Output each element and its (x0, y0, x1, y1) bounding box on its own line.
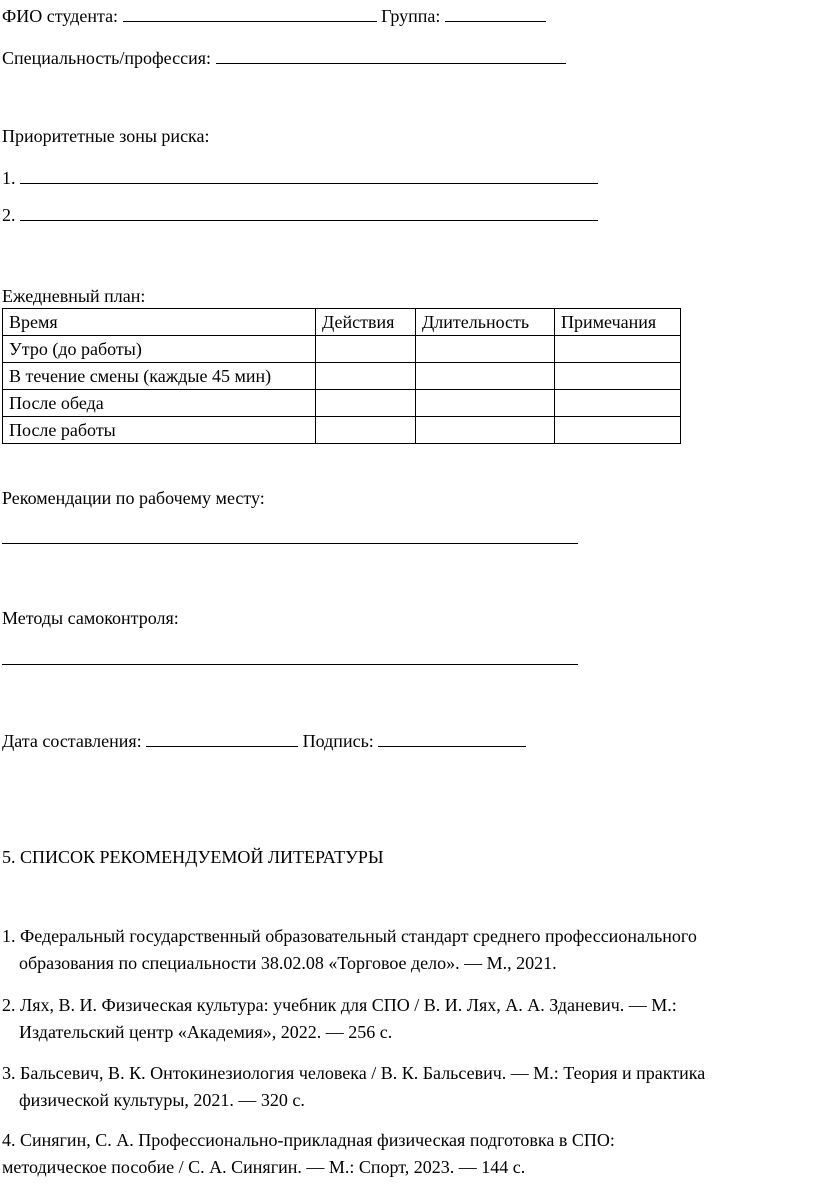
duration-cell[interactable] (416, 363, 555, 390)
reference-line: 2. Лях, В. И. Физическая культура: учебник для СПО / В. И. Лях, А. А. Зданевич. — М.: (2, 995, 677, 1015)
reference-line: образования по специальности 38.02.08 «Торговое дело». — М., 2021. (19, 953, 557, 973)
group-label: Группа: (381, 6, 441, 26)
risk-field-2[interactable] (20, 203, 598, 221)
risk-item-number: 2. (2, 205, 16, 225)
table-row (3, 336, 681, 363)
signature-label: Подпись: (302, 731, 374, 751)
row-time-cell: После работы (3, 417, 316, 444)
reference-line: 3. Бальсевич, В. К. Онтокинезиология человека / В. К. Бальсевич. — М.: Теория и практика (2, 1063, 706, 1083)
actions-cell[interactable] (316, 417, 416, 444)
notes-cell[interactable] (555, 390, 681, 417)
group-field[interactable] (445, 4, 546, 22)
reference-item (2, 923, 697, 977)
workplace-field[interactable] (2, 543, 578, 544)
row-time-cell: После обеда (3, 390, 316, 417)
actions-cell[interactable] (316, 363, 416, 390)
risk-field-1[interactable] (20, 166, 598, 184)
daily-plan-table (2, 308, 681, 444)
column-header-notes: Примечания (555, 309, 681, 336)
duration-cell[interactable] (416, 417, 555, 444)
column-header-actions: Действия (316, 309, 416, 336)
table-row (3, 390, 681, 417)
reference-line: Издательский центр «Академия», 2022. — 256 с. (19, 1022, 393, 1042)
selfcontrol-field[interactable] (2, 664, 578, 665)
row-time-cell: Утро (до работы) (3, 336, 316, 363)
duration-cell[interactable] (416, 390, 555, 417)
risk-title: Приоритетные зоны риска: (2, 126, 210, 146)
notes-cell[interactable] (555, 363, 681, 390)
notes-cell[interactable] (555, 417, 681, 444)
reference-line: физической культуры, 2021. — 320 с. (19, 1090, 305, 1110)
sign-line (2, 729, 526, 752)
reference-line: 1. Федеральный государственный образовательный стандарт среднего профессионального (2, 926, 697, 946)
student-name-field[interactable] (123, 4, 377, 22)
column-header-time: Время (3, 309, 316, 336)
specialty-field[interactable] (216, 46, 566, 64)
reference-item (2, 1127, 615, 1181)
notes-cell[interactable] (555, 336, 681, 363)
row-time-cell: В течение смены (каждые 45 мин) (3, 363, 316, 390)
duration-cell[interactable] (416, 336, 555, 363)
specialty-label: Специальность/профессия: (2, 48, 212, 68)
workplace-title: Рекомендации по рабочему месту: (2, 488, 265, 508)
reference-line: 4. Синягин, С. А. Профессионально-прикладная физическая подготовка в СПО: (2, 1130, 615, 1150)
column-header-duration: Длительность (416, 309, 555, 336)
table-row (3, 417, 681, 444)
table-row (3, 363, 681, 390)
risk-item-number: 1. (2, 168, 16, 188)
plan-title: Ежедневный план: (2, 286, 146, 306)
student-line (2, 4, 546, 27)
date-field[interactable] (146, 729, 298, 747)
literature-heading: 5. СПИСОК РЕКОМЕНДУЕМОЙ ЛИТЕРАТУРЫ (2, 847, 384, 867)
risk-item-1 (2, 166, 598, 189)
reference-line: методическое пособие / С. А. Синягин. — М.: Спорт, 2023. — 144 с. (2, 1157, 526, 1177)
reference-item (2, 992, 677, 1046)
actions-cell[interactable] (316, 336, 416, 363)
student-label: ФИО студента: (2, 6, 119, 26)
risk-item-2 (2, 203, 598, 226)
table-header-row (3, 309, 681, 336)
date-label: Дата составления: (2, 731, 142, 751)
selfcontrol-title: Методы самоконтроля: (2, 608, 179, 628)
specialty-line (2, 46, 566, 69)
signature-field[interactable] (378, 729, 526, 747)
actions-cell[interactable] (316, 390, 416, 417)
reference-item (2, 1060, 705, 1114)
